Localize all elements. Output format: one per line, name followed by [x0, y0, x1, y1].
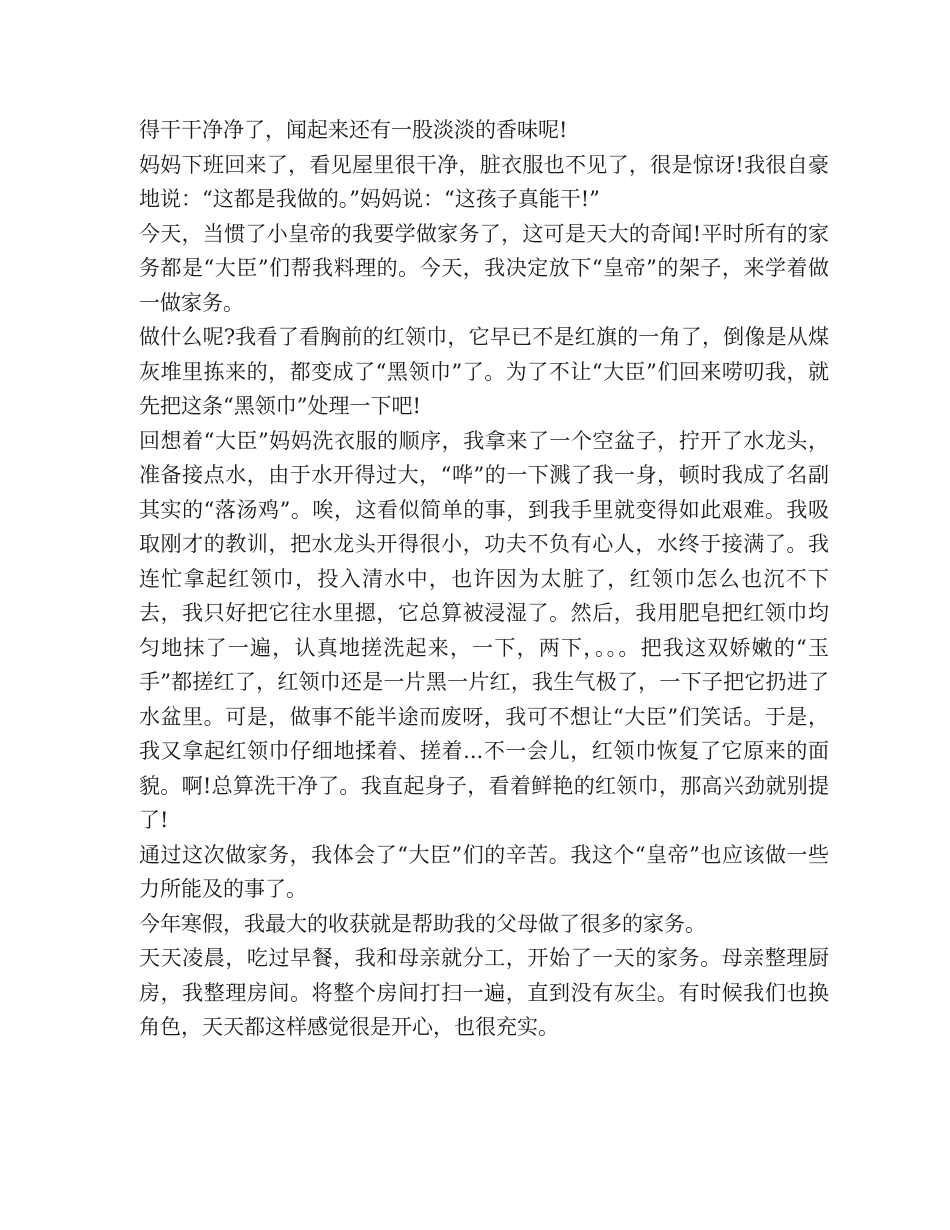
- paragraph-4: 做什么呢?我看了看胸前的红领巾，它早已不是红旗的一角了，倒像是从煤灰堆里拣来的，都变成了“黑领巾”了。为了不让“大臣”们回来唠叨我，就先把这条“黑领巾”处理一下吧!: [139, 325, 829, 418]
- paragraph-6: 通过这次做家务，我体会了“大臣”们的辛苦。我这个“皇帝”也应该做一些力所能及的事了。: [139, 842, 829, 901]
- paragraph-8: 天天凌晨，吃过早餐，我和母亲就分工，开始了一天的家务。母亲整理厨房，我整理房间。将整个房间打扫一遍，直到没有灰尘。有时候我们也换角色，天天都这样感觉很是开心，也很充实。: [139, 946, 829, 1039]
- paragraph-2: 妈妈下班回来了，看见屋里很干净，脏衣服也不见了，很是惊讶!我很自豪地说：“这都是我做的。”妈妈说：“这孩子真能干!”: [139, 152, 829, 211]
- document-body: [139, 113, 829, 1045]
- paragraph-1: 得干干净净了，闻起来还有一股淡淡的香味呢!: [139, 118, 568, 142]
- paragraph-7: 今年寒假，我最大的收获就是帮助我的父母做了很多的家务。: [139, 911, 706, 936]
- paragraph-3: 今天，当惯了小皇帝的我要学做家务了，这可是天大的奇闻!平时所有的家务都是“大臣”们帮我料理的。今天，我决定放下“皇帝”的架子，来学着做一做家务。: [139, 221, 829, 315]
- paragraph-5: 回想着“大臣”妈妈洗衣服的顺序，我拿来了一个空盆子，拧开了水龙头，准备接点水，由于水开得过大，“哗”的一下溅了我一身，顿时我成了名副其实的“落汤鸡”。唉，这看似简单的事，到我手里就变得如此艰难。我吸取刚才的教训，把水龙头开得很小，功夫不负有心人，水终于接满了。我连忙拿起红领巾，投入清水中，也许因为太脏了，红领巾怎么也沉不下去，我只好把它往水里摁，它总算被浸湿了。然后，我用肥皂把红领巾均匀地抹了一遍，认真地搓洗起来，一下，两下，。。。把我这双娇嫩的“玉手”都搓红了，红领巾还是一片黑一片红，我生气极了，一下子把它扔进了水盆里。可是，做事不能半途而废呀，我可不想让“大臣”们笑话。于是，我又拿起红领巾仔细地揉着、搓着...不一会儿，红领巾恢复了它原来的面貌。啊!总算洗干净了。我直起身子，看着鲜艳的红领巾，那高兴劲就别提了!: [139, 428, 829, 832]
